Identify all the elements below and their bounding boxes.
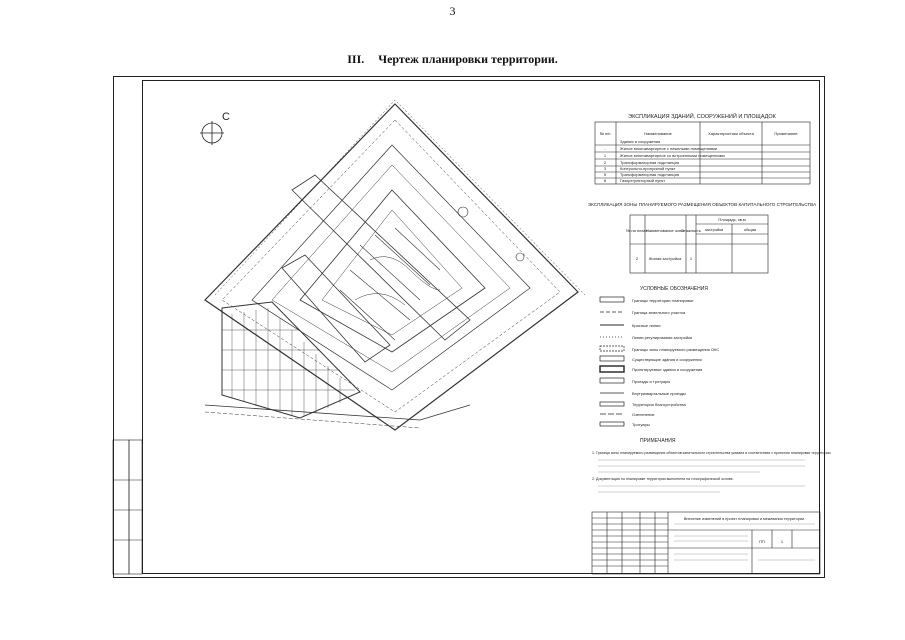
row-name: Контрольно-пропускной пункт — [620, 166, 676, 171]
note-item: 2. Документация по планировке территории выполнена на топографической основе. — [592, 477, 734, 481]
explication-zone-title: ЭКСПЛИКАЦИЯ ЗОНЫ ПЛАНИРУЕМОГО РАЗМЕЩЕНИЯ ОБЪЕКТОВ КАПИТАЛЬНОГО СТРОИТЕЛЬСТВА — [587, 202, 817, 207]
legend-item: Границы территории планировки — [632, 298, 694, 303]
zone-header-floors: Этажность — [681, 228, 701, 233]
legend-item: Озеленение — [632, 412, 655, 417]
notes-title: ПРИМЕЧАНИЯ — [640, 438, 676, 444]
zone-subheader-total: общая — [743, 227, 757, 232]
explication-zone-table — [630, 215, 768, 273]
table-group-label: Здания и сооружения — [620, 139, 661, 144]
stamp-stage: ПП — [759, 539, 765, 544]
stamp-sheet: 1 — [780, 539, 784, 544]
stamp-title: Внесение изменений в проект планировки и межевания территории — [683, 517, 805, 521]
row-name: Газорегуляторный пункт — [620, 178, 666, 183]
zone-subheader-built: застройки — [704, 227, 724, 232]
header-name: Наименование — [644, 131, 672, 136]
section-title-text: Чертеж планировки территории. — [378, 52, 558, 66]
zone-header-area: Площадь, кв.м — [718, 217, 746, 222]
north-arrow-label: С — [222, 111, 230, 123]
zone-row-floors: 1 — [689, 256, 693, 261]
legend-item: Проектируемые здания и сооружения — [632, 367, 703, 372]
legend-item: Красные линии — [632, 323, 661, 328]
row-num: 5 — [603, 172, 607, 177]
legend-item: Тротуары — [632, 422, 650, 427]
legend-item: Граница земельного участка — [632, 310, 686, 315]
stamp-description-lines — [674, 524, 815, 560]
notes-text-lines — [598, 460, 805, 492]
legend-title: УСЛОВНЫЕ ОБОЗНАЧЕНИЯ — [640, 286, 708, 292]
header-note: Примечание — [774, 131, 798, 136]
north-arrow-icon — [200, 121, 224, 145]
zone-header-num: № на плане — [625, 228, 649, 233]
row-name: Трансформаторная подстанция — [620, 172, 679, 177]
legend-item: Границы зоны планируемого размещения ОКС — [632, 347, 720, 352]
row-num: 2 — [603, 160, 607, 165]
header-num: № п/п — [599, 131, 611, 136]
row-num: 3 — [603, 166, 607, 171]
section-number: III. — [347, 52, 365, 66]
header-characteristics: Характеристики объекта — [708, 131, 754, 136]
site-plan — [205, 100, 585, 430]
title-block — [592, 512, 820, 574]
legend-symbols — [600, 297, 624, 426]
row-name: Жилое многоквартирное с нежилыми помещениями — [620, 146, 718, 151]
zone-header-name: Наименование зоны — [646, 228, 684, 233]
note-item: 1. Граница зоны планируемого размещения объектов капитального строительства указана в соответствии с проектом планировки территории. — [592, 451, 832, 455]
legend-item: Территория благоустройства — [632, 402, 686, 407]
zone-row-name: Жилая застройка — [648, 256, 682, 261]
legend-item: Проезды и тротуары — [632, 379, 671, 384]
row-num: - — [604, 146, 606, 151]
legend-item: Внутриквартальные проезды — [632, 391, 686, 396]
row-num: 6 — [603, 178, 607, 183]
row-name: Трансформаторная подстанция — [620, 160, 679, 165]
left-margin-stamp — [113, 440, 142, 574]
zone-row-num: 2 — [635, 256, 639, 261]
explication-buildings-title: ЭКСПЛИКАЦИЯ ЗДАНИЙ, СООРУЖЕНИЙ И ПЛОЩАДОК — [628, 114, 776, 120]
legend-item: Существующие здания и сооружения — [632, 357, 702, 362]
row-name: Жилое многоквартирное со встроенными помещениями — [620, 153, 725, 158]
row-num: 1 — [603, 153, 607, 158]
page-number: 3 — [449, 4, 456, 18]
legend-item: Линии регулирования застройки — [632, 335, 693, 340]
